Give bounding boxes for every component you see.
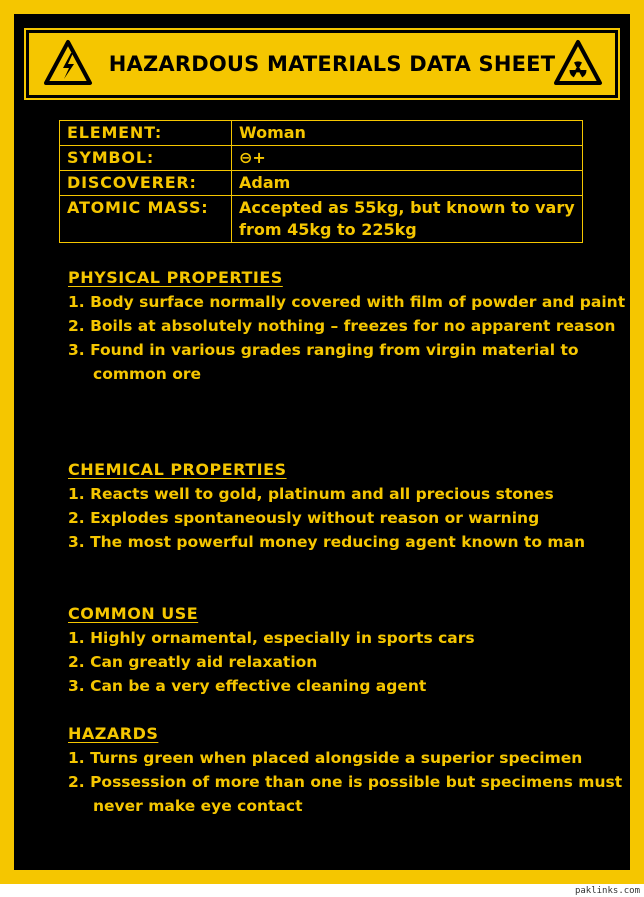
element-properties-table — [59, 120, 583, 243]
table-row — [60, 121, 583, 146]
list-item: 2. Possession of more than one is possible but specimens must never make eye contact — [68, 773, 623, 815]
property-key: ATOMIC MASS: — [60, 196, 232, 243]
header-banner — [26, 30, 618, 98]
electrical-hazard-icon — [43, 39, 93, 87]
watermark: paklinks.com — [574, 886, 640, 896]
property-key: ELEMENT: — [60, 121, 232, 146]
common-use-section — [68, 602, 628, 698]
list-item: 2. Explodes spontaneously without reason or warning — [68, 509, 540, 527]
list-item: 2. Can greatly aid relaxation — [68, 653, 318, 671]
list-item: 1. Turns green when placed alongside a superior specimen — [68, 749, 583, 767]
table-row — [60, 146, 583, 171]
section-heading: HAZARDS — [68, 724, 159, 743]
hazards-section — [68, 722, 628, 818]
chemical-properties-section — [68, 458, 628, 554]
section-heading: CHEMICAL PROPERTIES — [68, 460, 287, 479]
property-value: Accepted as 55kg, but known to vary from 45kg to 225kg — [232, 196, 583, 243]
list-item: 2. Boils at absolutely nothing – freezes for no apparent reason — [68, 317, 616, 335]
table-row — [60, 171, 583, 196]
sign-body — [14, 14, 630, 870]
property-value: Adam — [232, 171, 583, 196]
list-item: 3. The most powerful money reducing agent known to man — [68, 533, 586, 551]
list-item: 3. Found in various grades ranging from virgin material to common ore — [68, 341, 579, 383]
table-row — [60, 196, 583, 243]
property-value: Woman — [232, 121, 583, 146]
list-item: 3. Can be a very effective cleaning agent — [68, 677, 427, 695]
physical-properties-section — [68, 266, 628, 386]
property-key: DISCOVERER: — [60, 171, 232, 196]
property-value: ⊖+ — [232, 146, 583, 171]
list-item: 1. Reacts well to gold, platinum and all precious stones — [68, 485, 554, 503]
list-item: 1. Highly ornamental, especially in sports cars — [68, 629, 475, 647]
list-item: 1. Body surface normally covered with film of powder and paint — [68, 293, 626, 311]
property-key: SYMBOL: — [60, 146, 232, 171]
section-heading: COMMON USE — [68, 604, 199, 623]
page-title: HAZARDOUS MATERIALS DATA SHEET — [108, 52, 556, 76]
section-heading: PHYSICAL PROPERTIES — [68, 268, 283, 287]
radiation-hazard-icon — [553, 39, 603, 87]
